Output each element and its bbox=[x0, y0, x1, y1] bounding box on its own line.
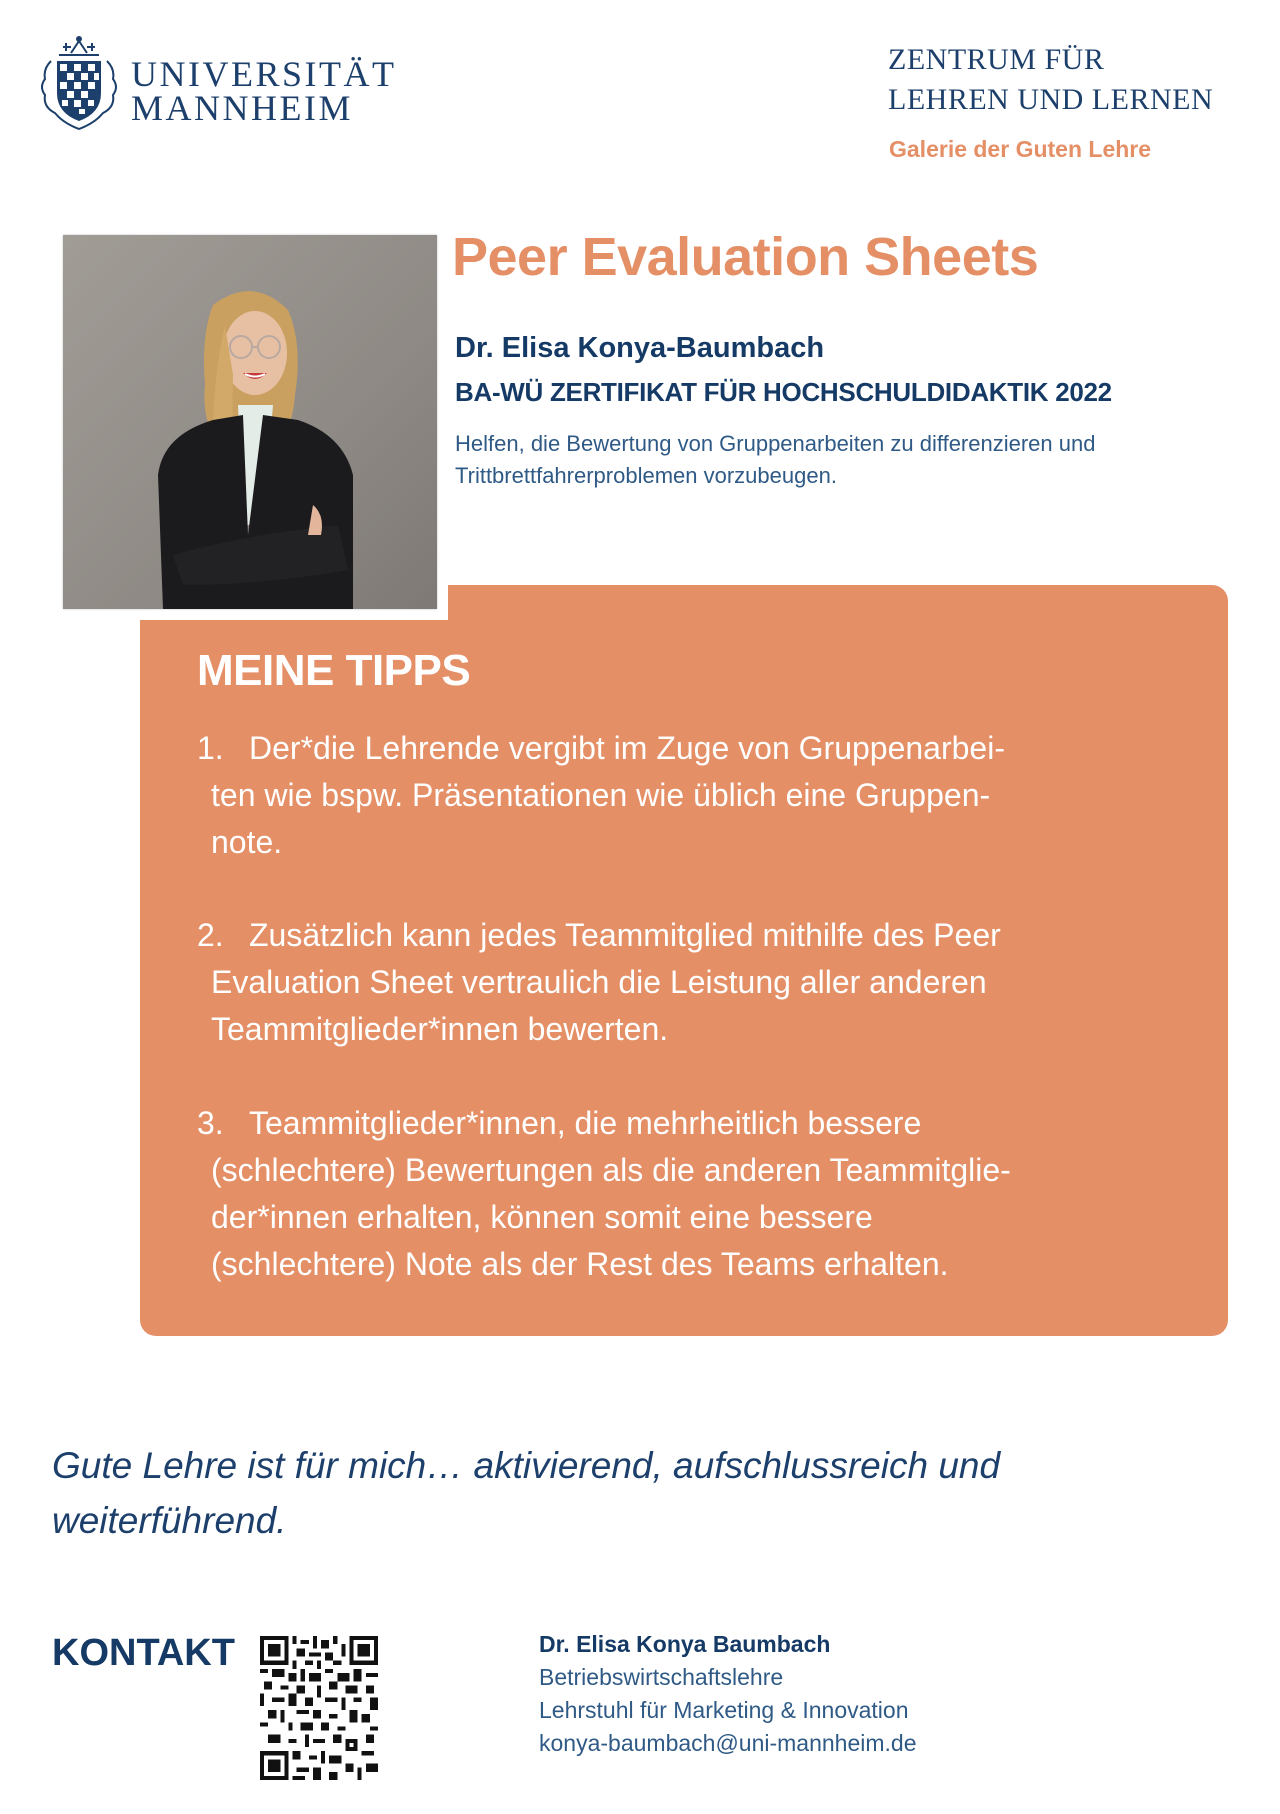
tip-number: 1. bbox=[197, 730, 224, 766]
teaching-quote bbox=[52, 1438, 1202, 1548]
portrait-photo bbox=[63, 235, 437, 609]
author-name: Dr. Elisa Konya-Baumbach bbox=[455, 332, 825, 364]
page-title: Peer Evaluation Sheets bbox=[452, 227, 1039, 287]
description-line: Helfen, die Bewertung von Gruppenarbeiten zu differenzieren und bbox=[455, 431, 1096, 456]
contact-department: Betriebswirtschaftslehre bbox=[539, 1664, 784, 1690]
tip-text: Teammitglieder*innen bewerten. bbox=[211, 1011, 669, 1047]
tip-text: der*innen erhalten, können somit eine bessere bbox=[211, 1199, 873, 1235]
tip-text: Evaluation Sheet vertraulich die Leistung aller anderen bbox=[211, 964, 987, 1000]
tip-text: (schlechtere) Note als der Rest des Teams erhalten. bbox=[211, 1246, 949, 1282]
tip-item-1 bbox=[197, 725, 1197, 866]
tip-text: ten wie bspw. Präsentationen wie üblich eine Gruppen- bbox=[211, 777, 991, 813]
tip-text: Teammitglieder*innen, die mehrheitlich bessere bbox=[249, 1105, 922, 1141]
person-portrait-icon bbox=[63, 235, 437, 609]
quote-line: weiterführend. bbox=[52, 1500, 287, 1541]
university-name-line2: MANNHEIM bbox=[131, 88, 353, 128]
center-name bbox=[888, 40, 1213, 120]
university-name bbox=[131, 54, 397, 128]
center-name-line1: ZENTRUM FÜR bbox=[888, 43, 1105, 76]
university-name-line1: UNIVERSITÄT bbox=[131, 54, 397, 94]
tip-number: 3. bbox=[197, 1105, 224, 1141]
university-logo bbox=[33, 33, 403, 133]
contact-name: Dr. Elisa Konya Baumbach bbox=[539, 1631, 831, 1657]
tip-text: note. bbox=[211, 824, 283, 860]
contact-details bbox=[539, 1628, 917, 1760]
quote-line: Gute Lehre ist für mich… aktivierend, aufschlussreich und bbox=[52, 1445, 1001, 1486]
description-line: Trittbrettfahrerproblemen vorzubeugen. bbox=[455, 463, 837, 488]
certificate-label: BA-WÜ ZERTIFIKAT FÜR HOCHSCHULDIDAKTIK 2022 bbox=[455, 377, 1112, 407]
tip-item-3 bbox=[197, 1100, 1197, 1288]
university-crest-icon bbox=[33, 33, 125, 133]
tip-item-2 bbox=[197, 912, 1197, 1053]
center-name-line2: LEHREN UND LERNEN bbox=[888, 83, 1214, 116]
tips-heading: MEINE TIPPS bbox=[197, 646, 471, 695]
tip-text: Zusätzlich kann jedes Teammitglied mithilfe des Peer bbox=[249, 917, 1001, 953]
contact-email-link[interactable]: konya-baumbach@uni-mannheim.de bbox=[539, 1730, 917, 1756]
gallery-subtitle: Galerie der Guten Lehre bbox=[889, 136, 1152, 162]
contact-chair: Lehrstuhl für Marketing & Innovation bbox=[539, 1697, 909, 1723]
tip-number: 2. bbox=[197, 917, 224, 953]
qr-code-icon[interactable] bbox=[260, 1636, 378, 1780]
tip-text: Der*die Lehrende vergibt im Zuge von Gruppenarbei- bbox=[249, 730, 1005, 766]
tip-text: (schlechtere) Bewertungen als die anderen Teammitglie- bbox=[211, 1152, 1011, 1188]
contact-heading: KONTAKT bbox=[52, 1632, 235, 1674]
project-description bbox=[455, 428, 1235, 492]
